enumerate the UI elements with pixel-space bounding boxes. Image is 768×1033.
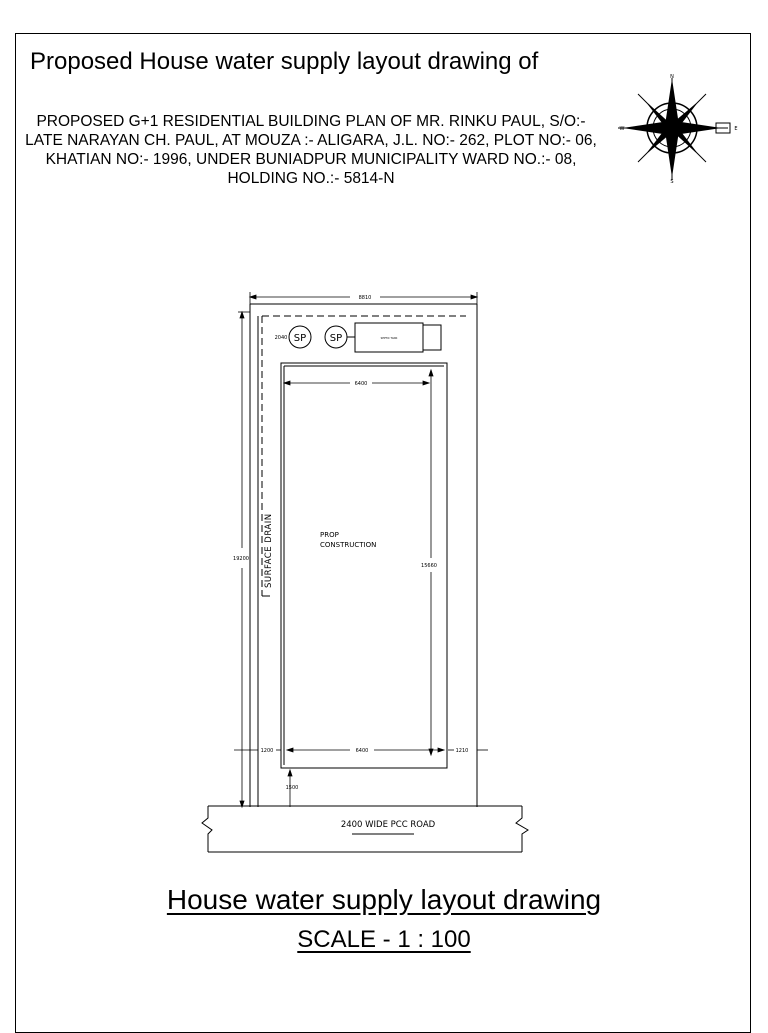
dimension-text-top-width: 8810 <box>358 295 372 301</box>
compass-east-label: E <box>734 126 738 132</box>
surface-drain-marker <box>262 590 270 596</box>
dimension-text-inner-top-width: 6400 <box>354 381 368 387</box>
septic-tank-label: SEPTIC TANK <box>380 337 398 340</box>
compass-south-label: S <box>670 179 674 185</box>
construction-label-line2: CONSTRUCTION <box>320 541 377 549</box>
project-description: PROPOSED G+1 RESIDENTIAL BUILDING PLAN OF MR. RINKU PAUL, S/O:- LATE NARAYAN CH. PAUL, AT MOUZA :- ALIGARA, J.L. NO:- 262, PLOT NO:- 06, KHATIAN NO:- 1996, UNDER BUNIADPUR MUNICIPALITY WARD NO.:- 08, HOLDING NO.:- 5814-N <box>25 113 597 187</box>
dimension-text-right-setback: 1210 <box>455 748 469 754</box>
dimension-text-left-height: 19200 <box>233 556 249 562</box>
drawing-title <box>0 884 768 916</box>
dimension-text-inner-height: 15660 <box>421 563 437 569</box>
compass-west-label: W <box>619 126 625 132</box>
drawing-scale <box>0 926 768 954</box>
dimension-text-left-setback: 1200 <box>260 748 274 754</box>
sheet-heading: Proposed House water supply layout drawing of <box>30 48 539 75</box>
road-label: 2400 WIDE PCC ROAD <box>340 820 436 830</box>
drawing-title-text: House water supply layout drawing <box>166 884 602 915</box>
dimension-text-front-setback: 1500 <box>285 785 299 791</box>
compass-rose-icon <box>618 78 730 180</box>
dimension-bottom-row <box>234 748 488 807</box>
compass-north-label: N <box>670 74 674 80</box>
soak-pit-1-label: SP <box>293 333 307 344</box>
surface-drain-label: SURFACE DRAIN <box>264 513 274 588</box>
construction-label-line1: PROP <box>320 531 339 539</box>
soak-pit-2-label: SP <box>329 333 343 344</box>
dimension-text-top-offset: 2040 <box>274 335 288 341</box>
drawing-scale-text: SCALE - 1 : 100 <box>297 926 471 953</box>
dimension-text-inner-bottom-width: 6400 <box>355 748 369 754</box>
